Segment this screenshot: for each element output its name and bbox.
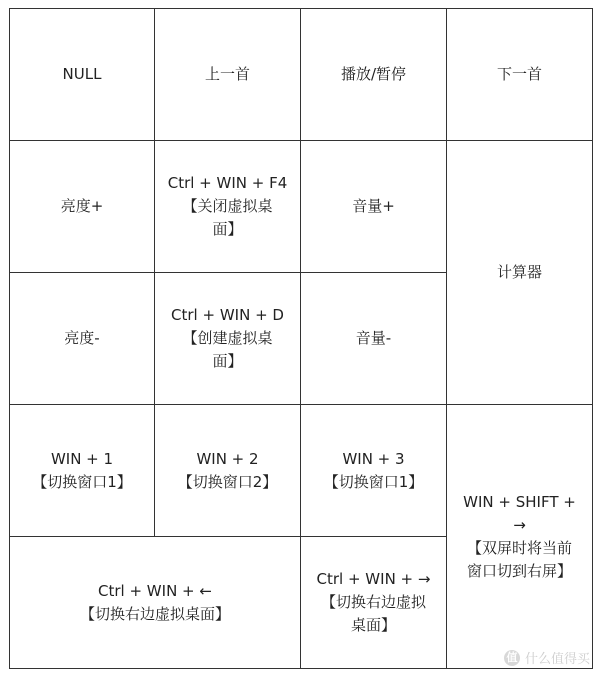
table-cell (447, 141, 593, 405)
cell-text: 播放/暂停 (340, 65, 407, 83)
cell-text: 【创建虚拟桌 (182, 329, 273, 347)
cell-text: 音量+ (352, 197, 395, 215)
table-row (10, 9, 593, 141)
cell-text: 面】 (212, 352, 243, 370)
table-cell (447, 9, 593, 141)
table-cell (447, 405, 593, 669)
table-row (10, 405, 593, 537)
cell-text: Ctrl + WIN + D (171, 306, 284, 324)
cell-text: WIN + 2 (196, 449, 259, 468)
cell-text: → (513, 515, 526, 534)
cell-text: 【双屏时将当前 (466, 538, 572, 557)
cell-text: 面】 (212, 220, 243, 238)
cell-text: WIN + 3 (342, 449, 405, 468)
table-cell (301, 273, 447, 405)
cell-text: WIN + SHIFT + (463, 492, 576, 511)
cell-text: Ctrl + WIN + ← (98, 581, 212, 600)
cell-text: 【切换窗口1】 (323, 472, 424, 491)
watermark-text: 什么值得买 (524, 652, 590, 667)
table-row (10, 141, 593, 273)
cell-text: 上一首 (204, 65, 250, 83)
cell-text: Ctrl + WIN + → (316, 570, 431, 588)
cell-text: 音量- (355, 329, 392, 347)
table-cell (10, 405, 155, 537)
cell-text: NULL (62, 65, 102, 83)
table-cell (155, 9, 301, 141)
cell-text: 【切换右边虚拟桌面】 (79, 604, 230, 623)
table-cell (155, 141, 301, 273)
cell-text: 亮度+ (60, 197, 104, 215)
cell-text: 【切换窗口2】 (177, 472, 278, 491)
table-cell (301, 405, 447, 537)
cell-text: WIN + 1 (50, 449, 114, 468)
table-cell (155, 405, 301, 537)
table-cell (10, 141, 155, 273)
cell-text: 窗口切到右屏】 (466, 561, 572, 580)
cell-text: 计算器 (496, 263, 542, 281)
table-cell (301, 141, 447, 273)
table-cell (10, 273, 155, 405)
cell-text: 桌面】 (350, 616, 396, 634)
cell-text: 【切换窗口1】 (32, 472, 132, 491)
shortcut-keymap-table (9, 8, 593, 669)
watermark (504, 648, 590, 667)
cell-text: 亮度- (64, 329, 100, 347)
cell-text: 【关闭虚拟桌 (182, 197, 273, 215)
cell-text: 【切换右边虚拟 (320, 593, 426, 611)
table-cell (10, 537, 301, 669)
table-cell (301, 537, 447, 669)
table-cell (301, 9, 447, 141)
table-cell (10, 9, 155, 141)
table-cell (155, 273, 301, 405)
cell-text: Ctrl + WIN + F4 (167, 174, 288, 192)
cell-text: 下一首 (496, 65, 542, 83)
watermark-logo-icon: 值 (504, 650, 520, 666)
